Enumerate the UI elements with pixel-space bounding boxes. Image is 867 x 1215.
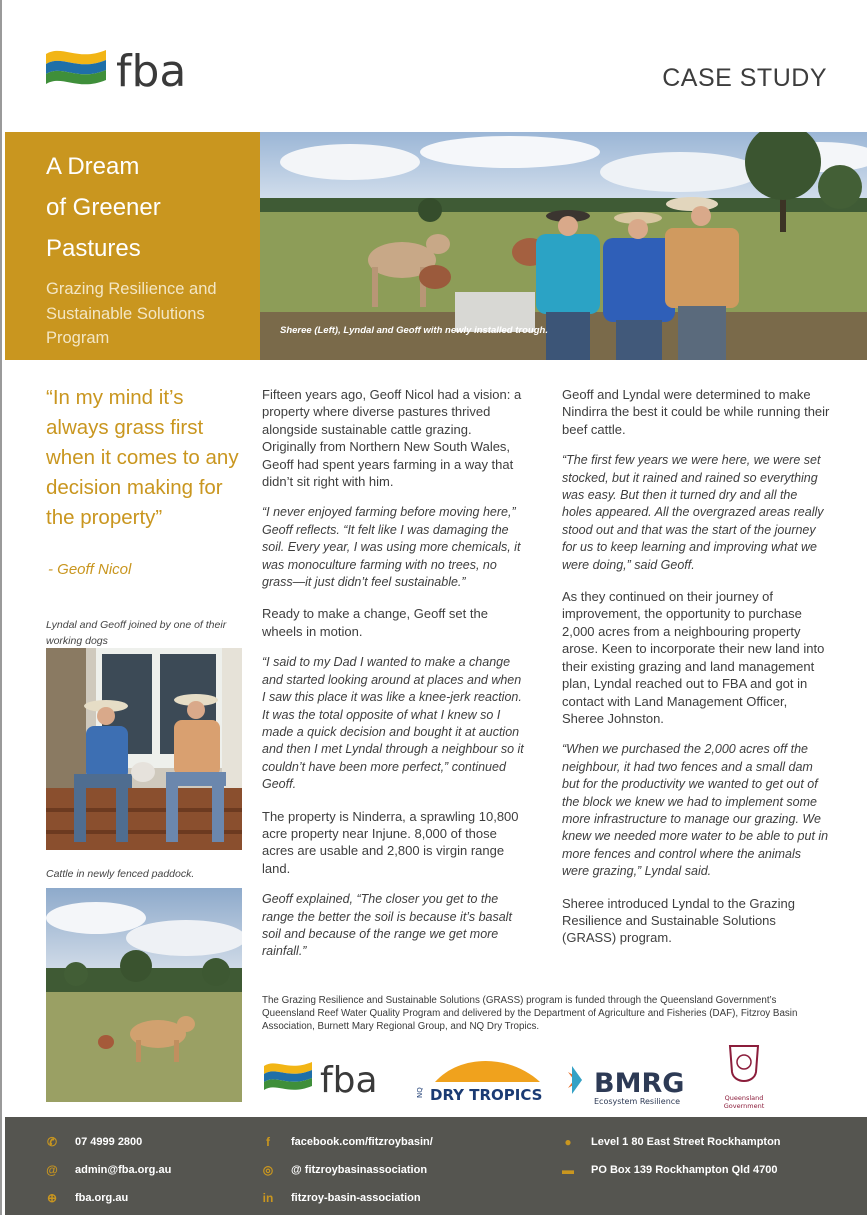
footer-phone[interactable]: [45, 1135, 142, 1149]
partner-bmrg-text: BMRG: [594, 1068, 685, 1099]
hero-title-line: Pastures: [46, 235, 141, 262]
body-quote: “When we purchased the 2,000 acres off the neighbour, it had two fences and a small dam but for the productivity we wanted to get out of the block we knew we had to implement some more infrastructure to manage our grazing. We knew we needed more water to be able to put in more fences and control where the animals were grazing,” Lyndal said.: [562, 742, 829, 879]
footer-phone-text: 07 4999 2800: [75, 1136, 143, 1148]
partner-queensland-government-logo: [724, 1046, 765, 1110]
hero-title-box: [5, 132, 260, 360]
phone-icon: ✆: [46, 1135, 58, 1149]
pull-quote-author: - Geoff Nicol: [48, 561, 132, 578]
footer-po-box-text: PO Box 139 Rockhampton Qld 4700: [591, 1164, 778, 1176]
instagram-icon: ◎: [262, 1163, 274, 1177]
porch-photo-caption: Lyndal and Geoff joined by one of their working dogs: [46, 619, 227, 647]
hero-photo: [260, 132, 867, 360]
partner-fba-text: fba: [320, 1060, 378, 1101]
body-quote: Geoff explained, “The closer you get to the range the better the soil is because it’s basalt soil and because of the range we get more rainfall.”: [262, 892, 512, 959]
body-paragraph: Sheree introduced Lyndal to the Grazing Resilience and Sustainable Solutions (GRASS) program.: [562, 895, 795, 946]
partner-bmrg-logo: [568, 1066, 684, 1106]
hero-title-line: A Dream: [46, 153, 140, 180]
facebook-icon: f: [266, 1135, 270, 1149]
partner-bmrg-tagline: Ecosystem Resilience: [594, 1097, 681, 1106]
footer-facebook[interactable]: [261, 1135, 433, 1149]
footer-instagram-text: @ fitzroybasinassociation: [291, 1164, 428, 1176]
body-column-1: [262, 386, 524, 975]
footer-address: [561, 1135, 781, 1149]
linkedin-icon: in: [262, 1191, 274, 1205]
partner-nq-text: NQ: [416, 1087, 424, 1098]
body-quote: “The first few years we were here, we were set stocked, but it rained and rained so everything was easy. But then it turned dry and all the holes appeared. All the overgrazed areas really stood out and that was the start of the journey for us to keep learning and improving what we were doing,” said Geoff.: [562, 453, 824, 572]
body-paragraph: Ready to make a change, Geoff set the wheels in motion.: [262, 606, 488, 639]
partner-fba-logo: [264, 1060, 378, 1101]
footer-website-text: fba.org.au: [75, 1192, 129, 1204]
hero-title-line: of Greener: [46, 194, 161, 221]
case-study-label: CASE STUDY: [662, 64, 827, 92]
footer-email[interactable]: [45, 1163, 171, 1177]
porch-photo: [46, 648, 242, 850]
porch-photo-illustration: [46, 648, 242, 850]
footer-address-text: Level 1 80 East Street Rockhampton: [591, 1136, 781, 1148]
partner-logos: [260, 1042, 840, 1112]
footer-instagram[interactable]: [261, 1163, 427, 1177]
funding-footnote: The Grazing Resilience and Sustainable Solutions (GRASS) program is funded through the Queensland Government’s Queensland Reef Water Quality Program and delivered by the Department of Agriculture and Fisheries (DAF), Fitzroy Basin Association, Burnett Mary Regional Group, and NQ Dry Tropics.: [262, 995, 798, 1032]
body-quote: “I never enjoyed farming before moving here,” Geoff reflects. “It felt like I was damaging the soil. Every year, I was using more chemicals, it was monoculture farming with no trees, no grass—it just didn’t feel sustainable.”: [262, 505, 521, 590]
partner-qld-text-2: Government: [723, 1102, 765, 1110]
body-paragraph: The property is Ninderra, a sprawling 10,800 acre property near Injune. 8,000 of those acres are usable and 2,800 is virgin range land.: [262, 808, 519, 876]
email-icon: @: [46, 1163, 58, 1177]
footer-website[interactable]: [45, 1191, 128, 1205]
body-paragraph: Geoff and Lyndal were determined to make Nindirra the best it could be while running their beef cattle.: [562, 387, 830, 437]
fba-logo-text: fba: [116, 46, 187, 97]
cattle-photo: [46, 888, 242, 1102]
partner-qld-text-1: Queensland: [724, 1094, 764, 1102]
hero-subtitle: Grazing Resilience and Sustainable Solutions Program: [46, 280, 217, 347]
partner-nq-dry-tropics-logo: [416, 1061, 542, 1104]
fba-logo: [44, 40, 214, 100]
pull-quote: “In my mind it’s always grass first when it comes to any decision making for the property”: [46, 386, 239, 529]
location-pin-icon: ●: [564, 1135, 572, 1149]
hero-title: [46, 146, 216, 269]
mail-envelope-icon: ▬: [562, 1163, 574, 1177]
body-quote: “I said to my Dad I wanted to make a change and started looking around at places and when I saw this place it was like a knee-jerk reaction. It was the total opposite of what I knew so I made a quick decision and bought it at auction and then I met Lyndal through a neighbour so it couldn’t have been more perfect,” continued Geoff.: [262, 655, 524, 792]
contact-footer: [5, 1117, 867, 1215]
hero-photo-caption: Sheree (Left), Lyndal and Geoff with newly installed trough.: [280, 325, 548, 336]
cattle-photo-caption: Cattle in newly fenced paddock.: [46, 868, 195, 880]
footer-linkedin-text: fitzroy-basin-association: [291, 1192, 421, 1204]
body-paragraph: Fifteen years ago, Geoff Nicol had a vision: a property where diverse pastures thrived alongside sustainable cattle grazing. Originally from Northern New South Wales, Geoff had spent years farming in a way that didn’t sit right with him.: [262, 387, 522, 490]
globe-icon: ⊕: [46, 1191, 58, 1205]
footer-linkedin[interactable]: [261, 1191, 421, 1205]
body-paragraph: As they continued on their journey of improvement, the opportunity to purchase 2,000 acres from a neighbouring property arose. Keen to incorporate their new land into their existing grazing and land management plan, Lyndal reached out to FBA and got in contact with Land Management Officer, Sheree Johnston.: [562, 589, 825, 726]
body-column-2: [562, 386, 830, 961]
footer-email-text: admin@fba.org.au: [75, 1164, 172, 1176]
footer-facebook-text: facebook.com/fitzroybasin/: [291, 1136, 433, 1148]
footer-po-box: [561, 1163, 777, 1177]
partner-dry-tropics-text: DRY TROPICS: [430, 1086, 543, 1104]
cattle-photo-illustration: [46, 888, 242, 1102]
